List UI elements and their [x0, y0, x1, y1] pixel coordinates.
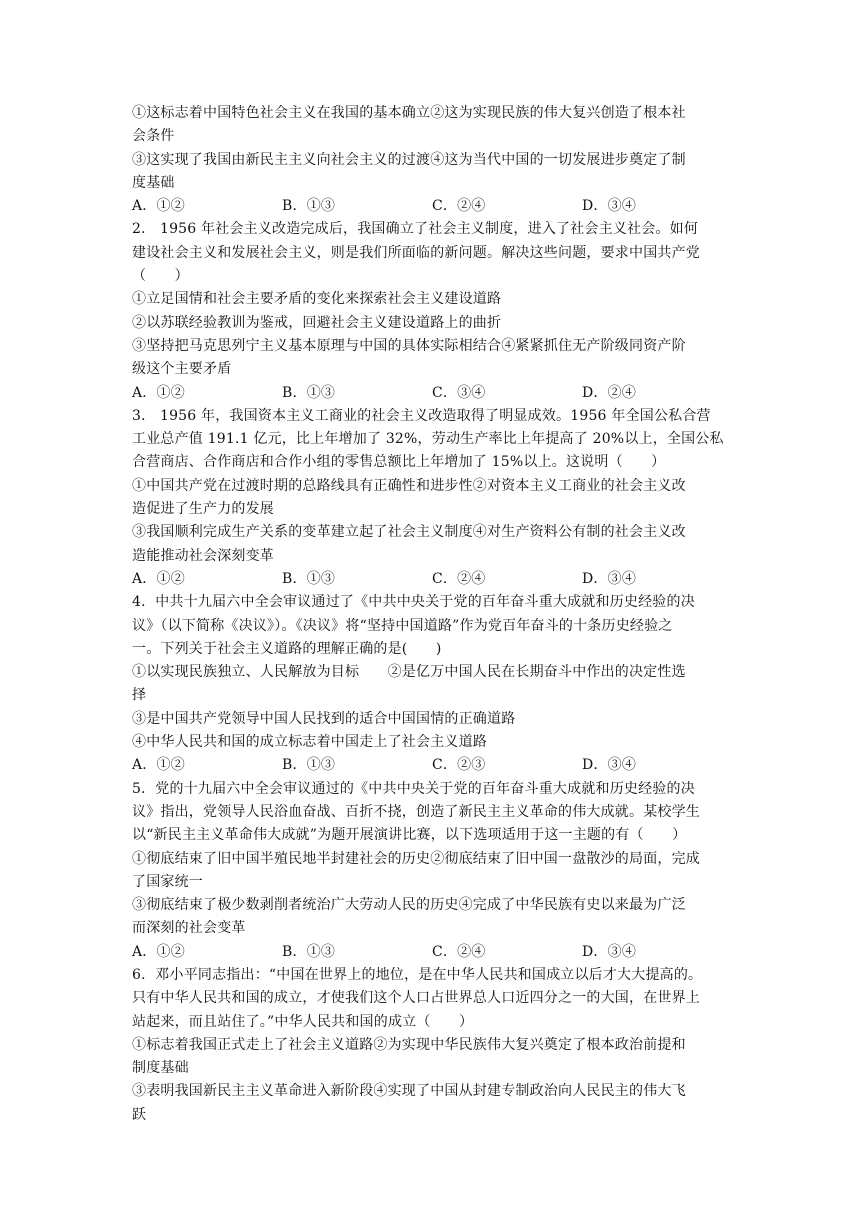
text-line: 度基础	[132, 174, 175, 191]
text-line: ①这标志着中国特色社会主义在我国的基本确立②这为实现民族的伟大复兴创造了根本社	[132, 105, 686, 121]
answer-options	[132, 195, 732, 218]
text-line: （ ）	[132, 268, 189, 285]
text-line: 一。下列关于社会主义道路的理解正确的是( )	[132, 640, 442, 657]
answer-option: D．③④	[582, 943, 637, 960]
text-line: 造促进了生产力的发展	[132, 501, 274, 518]
text-line: 跃	[132, 1106, 147, 1123]
answer-option: B．①③	[282, 943, 336, 960]
answer-option: A．①②	[132, 384, 185, 401]
text-line: ③我国顺利完成生产关系的变革建立起了社会主义制度④对生产资料公有制的社会主义改	[132, 524, 686, 541]
answer-option: A．①②	[132, 198, 185, 215]
text-line: ①以实现民族独立、人民解放为目标 ②是亿万中国人民在长期奋斗中作出的决定性选	[132, 664, 686, 681]
answer-option: C．③④	[432, 384, 486, 401]
answer-option: A．①②	[132, 757, 185, 774]
answer-option: D．②④	[582, 384, 637, 401]
text-line: ②以苏联经验教训为鉴戒，回避社会主义建设道路上的曲折	[132, 314, 502, 331]
answer-option: C．②③	[432, 757, 486, 774]
text-line: 制度基础	[132, 1060, 189, 1077]
text-line: 合营商店、合作商店和合作小组的零售总额比上年增加了 15%以上。这说明（ ）	[132, 454, 666, 471]
answer-option: B．①③	[282, 570, 336, 587]
text-line: 而深刻的社会变革	[132, 920, 246, 937]
exam-page	[132, 102, 732, 1127]
text-line: 站起来，而且站住了。”中华人民共和国的成立（ ）	[132, 1013, 474, 1030]
answer-option: D．③④	[582, 757, 637, 774]
text-line: 建设社会主义和发展社会主义，则是我们所面临的新问题。解决这些问题，要求中国共产党	[132, 244, 700, 261]
answer-option: C．②④	[432, 943, 486, 960]
answer-options	[132, 382, 732, 405]
answer-option: C．②④	[432, 570, 486, 587]
text-line: ③是中国共产党领导中国人民找到的适合中国国情的正确道路	[132, 710, 516, 727]
text-line: ③彻底结束了极少数剥削者统治广大劳动人民的历史④完成了中华民族有史以来最为广泛	[132, 897, 686, 914]
text-line: 会条件	[132, 128, 175, 145]
answer-options	[132, 941, 732, 964]
text-line: 级这个主要矛盾	[132, 361, 232, 378]
text-line: 3． 1956 年，我国资本主义工商业的社会主义改造取得了明显成效。1956 年全国公私合营	[132, 407, 711, 424]
text-line: ③坚持把马克思列宁主义基本原理与中国的具体实际相结合④紧紧抓住无产阶级同资产阶	[132, 337, 686, 354]
text-line: 5．党的十九届六中全会审议通过的《中共中央关于党的百年奋斗重大成就和历史经验的决	[132, 780, 695, 797]
text-line: 只有中华人民共和国的成立，才使我们这个人口占世界总人口近四分之一的大国，在世界上	[132, 990, 700, 1007]
text-line: 择	[132, 687, 147, 704]
text-line: 6．邓小平同志指出：“中国在世界上的地位，是在中华人民共和国成立以后才大大提高的。	[132, 966, 703, 983]
answer-option: A．①②	[132, 943, 185, 960]
text-line: 以“新民主主义革命伟大成就”为题开展演讲比赛，以下选项适用于这一主题的有（ ）	[132, 827, 687, 844]
answer-options	[132, 754, 732, 777]
text-line: 了国家统一	[132, 873, 203, 890]
text-line: 议》指出，党领导人民浴血奋战、百折不挠，创造了新民主主义革命的伟大成就。某校学生	[132, 803, 700, 820]
text-line: ①彻底结束了旧中国半殖民地半封建社会的历史②彻底结束了旧中国一盘散沙的局面，完成	[132, 850, 700, 867]
answer-option: B．①③	[282, 757, 336, 774]
answer-option: A．①②	[132, 570, 185, 587]
text-line: ①立足国情和社会主要矛盾的变化来探索社会主义建设道路	[132, 291, 502, 308]
text-line: 造能推动社会深刻变革	[132, 547, 274, 564]
text-line: 2． 1956 年社会主义改造完成后，我国确立了社会主义制度，进入了社会主义社会。如何	[132, 221, 699, 238]
answer-option: B．①③	[282, 384, 336, 401]
answer-option: C．②④	[432, 198, 486, 215]
answer-option: B．①③	[282, 198, 336, 215]
answer-options	[132, 568, 732, 591]
text-line: 议》（以下简称《决议》）。《决议》将“坚持中国道路”作为党百年奋斗的十条历史经验之	[132, 617, 673, 634]
text-line: 工业总产值 191.1 亿元，比上年增加了 32%，劳动生产率比上年提高了 20%以上，全国公私	[132, 431, 724, 448]
text-line: 4．中共十九届六中全会审议通过了《中共中央关于党的百年奋斗重大成就和历史经验的决	[132, 594, 695, 611]
text-line: ④中华人民共和国的成立标志着中国走上了社会主义道路	[132, 734, 487, 751]
text-line: ①中国共产党在过渡时期的总路线具有正确性和进步性②对资本主义工商业的社会主义改	[132, 477, 686, 494]
text-line: ①标志着我国正式走上了社会主义道路②为实现中华民族伟大复兴奠定了根本政治前提和	[132, 1036, 686, 1053]
answer-option: D．③④	[582, 198, 637, 215]
answer-option: D．③④	[582, 570, 637, 587]
text-line: ③这实现了我国由新民主主义向社会主义的过渡④这为当代中国的一切发展进步奠定了制	[132, 151, 686, 168]
text-line: ③表明我国新民主主义革命进入新阶段④实现了中国从封建专制政治向人民民主的伟大飞	[132, 1083, 686, 1100]
